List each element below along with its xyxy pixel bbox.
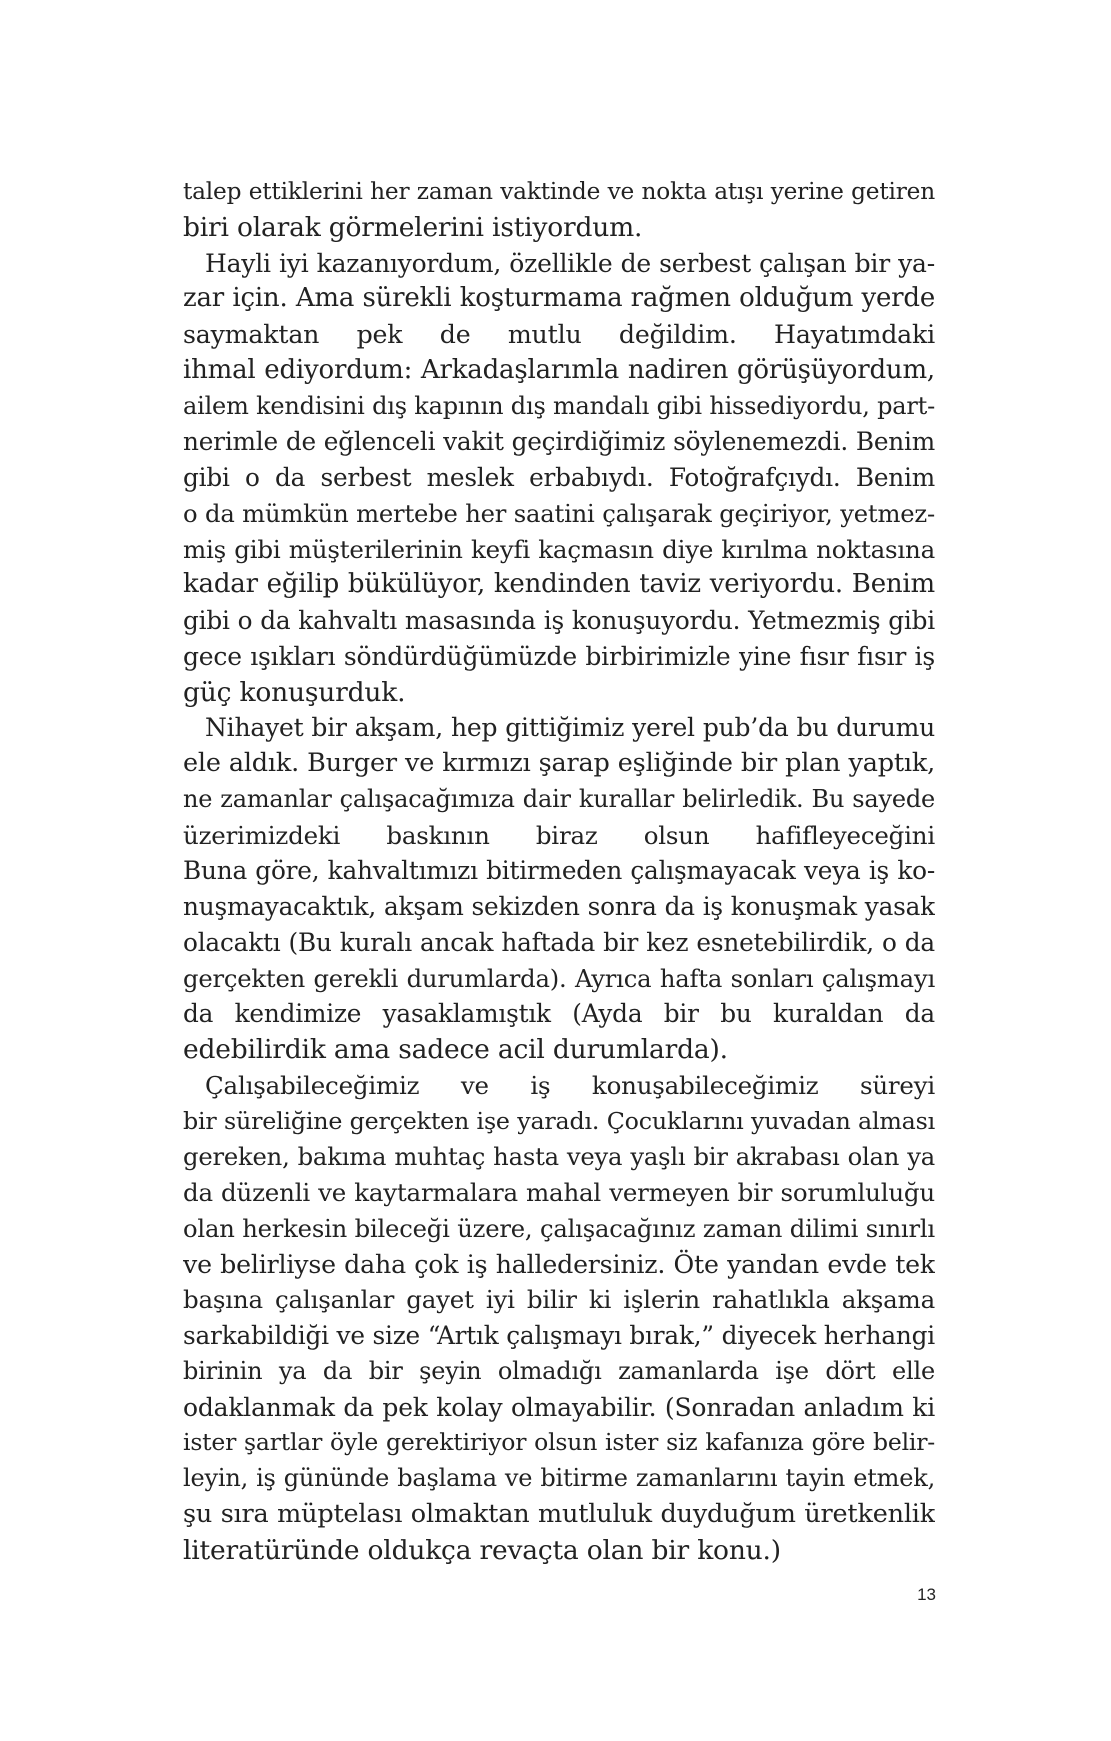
text-line: edebilirdik ama sadece acil durumlarda).: [183, 1034, 728, 1065]
text-line: Nihayet bir akşam, hep gittiğimiz yerel pub’da bu durumu: [205, 713, 935, 743]
text-line: ve belirliyse daha çok iş halledersiniz. Öte yandan evde tek: [183, 1249, 935, 1279]
text-line: Çalışabileceğimiz ve iş konuşabileceğimiz süreyi: [205, 1070, 935, 1100]
text-line: başına çalışanlar gayet iyi bilir ki işlerin rahatlıkla akşama: [183, 1285, 935, 1315]
text-line: gerçekten gerekli durumlarda). Ayrıca hafta sonları çalışmayı: [183, 963, 935, 993]
text-line: nuşmayacaktık, akşam sekizden sonra da iş konuşmak yasak: [183, 892, 935, 921]
text-line: gece ışıkları söndürdüğümüzde birbirimizle yine fısır fısır iş: [183, 641, 935, 671]
text-line: olacaktı (Bu kuralı ancak haftada bir kez esnetebilirdik, o da: [183, 927, 935, 957]
body-text: [183, 174, 935, 1568]
text-line: bir süreliğine gerçekten işe yaradı. Çocuklarını yuvadan alması: [183, 1106, 935, 1135]
text-line: güç konuşurduk.: [183, 676, 406, 708]
text-line: ne zamanlar çalışacağımıza dair kurallar belirledik. Bu sayede: [183, 784, 935, 813]
text-line: gereken, bakıma muhtaç hasta veya yaşlı bir akrabası olan ya: [183, 1142, 935, 1172]
text-line: leyin, iş gününde başlama ve bitirme zamanlarını tayin etmek,: [183, 1464, 935, 1492]
text-line: o da mümkün mertebe her saatini çalışarak geçiriyor, yetmez-: [183, 498, 935, 528]
text-line: miş gibi müşterilerinin keyfi kaçmasın diye kırılma noktasına: [183, 534, 935, 564]
text-line: ailem kendisini dış kapının dış mandalı gibi hissediyordu, part-: [183, 391, 935, 420]
text-line: gibi o da serbest meslek erbabıydı. Fotoğrafçıydı. Benim: [183, 463, 935, 492]
text-line: zar için. Ama sürekli koşturmama rağmen olduğum yerde: [183, 283, 935, 314]
text-line: literatüründe oldukça revaçta olan bir konu.): [183, 1534, 781, 1566]
text-line: ele aldık. Burger ve kırmızı şarap eşliğinde bir plan yaptık,: [183, 748, 935, 778]
text-line: nerimle de eğlenceli vakit geçirdiğimiz söylenemezdi. Benim: [183, 427, 935, 457]
text-line: şu sıra müptelası olmaktan mutluluk duyduğum üretkenlik: [183, 1498, 935, 1529]
text-line: sarkabildiği ve size “Artık çalışmayı bırak,” diyecek herhangi: [183, 1321, 935, 1350]
text-line: saymaktan pek de mutlu değildim. Hayatımdaki: [183, 320, 935, 349]
text-line: ihmal ediyordum: Arkadaşlarımla nadiren görüşüyordum,: [183, 354, 935, 385]
text-line: da kendimize yasaklamıştık (Ayda bir bu kuraldan da: [183, 999, 935, 1029]
page-number: 13: [917, 1585, 936, 1604]
text-line: biri olarak görmelerini istiyordum.: [183, 211, 643, 243]
text-line: olan herkesin bileceği üzere, çalışacağınız zaman dilimi sınırlı: [183, 1213, 935, 1243]
text-line: üzerimizdeki baskının biraz olsun hafifleyeceğini: [183, 820, 935, 850]
text-line: odaklanmak da pek kolay olmayabilir. (Sonradan anladım ki: [183, 1392, 935, 1422]
text-line: ister şartlar öyle gerektiriyor olsun ister siz kafanıza göre belir-: [183, 1428, 935, 1457]
text-line: kadar eğilip bükülüyor, kendinden taviz veriyordu. Benim: [183, 569, 935, 600]
text-line: da düzenli ve kaytarmalara mahal vermeyen bir sorumluluğu: [183, 1178, 935, 1207]
text-line: Buna göre, kahvaltımızı bitirmeden çalışmayacak veya iş ko-: [183, 856, 935, 886]
text-line: birinin ya da bir şeyin olmadığı zamanlarda işe dört elle: [183, 1356, 935, 1385]
text-line: Hayli iyi kazanıyordum, özellikle de serbest çalışan bir ya-: [205, 248, 935, 278]
text-line: talep ettiklerini her zaman vaktinde ve nokta atışı yerine getiren: [183, 178, 935, 205]
text-line: gibi o da kahvaltı masasında iş konuşuyordu. Yetmezmiş gibi: [183, 606, 935, 635]
